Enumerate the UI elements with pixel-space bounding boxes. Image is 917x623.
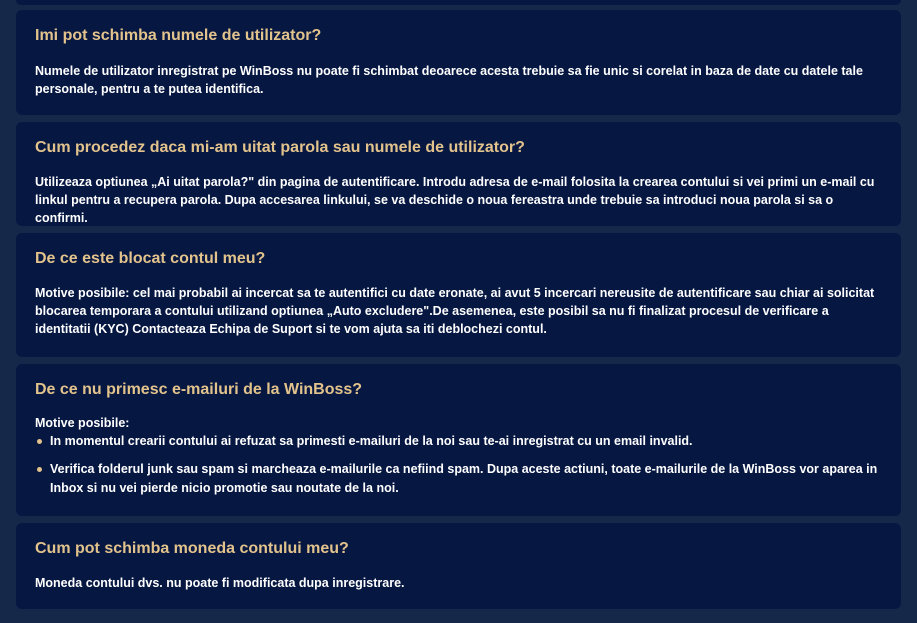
list-item-text: Verifica folderul junk sau spam si marcheaza e-mailurile ca nefiind spam. Dupa aceste actiuni, toate e-mailurile de la WinBoss vor aparea in Inbox si nu vei pierde nicio promotie sau noutate de la noi. xyxy=(50,462,878,495)
faq-item-forgot-password xyxy=(16,122,901,226)
faq-item-change-currency xyxy=(16,523,901,609)
bullet-icon xyxy=(37,439,42,444)
faq-item-username-change xyxy=(16,10,901,115)
faq-question[interactable]: Imi pot schimba numele de utilizator? xyxy=(35,27,322,44)
list-item xyxy=(35,432,883,451)
bullet-icon xyxy=(37,467,42,472)
faq-item-no-emails xyxy=(16,364,901,516)
faq-answer: Utilizeaza optiunea „Ai uitat parola?" din pagina de autentificare. Introdu adresa de e-mail folosita la crearea contului si vei primi un e-mail cu linkul pentru a recupera parola. Dupa accesarea linkului, se va deschide o noua fereastra unde trebuie sa introduci noua parola si sa o confirmi. xyxy=(35,175,875,225)
list-item xyxy=(35,460,883,498)
faq-answer-intro: Motive posibile: xyxy=(35,416,130,430)
faq-answer: Numele de utilizator inregistrat pe WinBoss nu poate fi schimbat deoarece acesta trebuie sa fie unic si corelat in baza de date cu datele tale personale, pentru a te putea identifica. xyxy=(35,64,863,96)
list-item-text: In momentul crearii contului ai refuzat sa primesti e-mailuri de la noi sau te-ai inregistrat cu un email invalid. xyxy=(50,434,693,448)
faq-question[interactable]: De ce este blocat contul meu? xyxy=(35,250,266,267)
previous-faq-card-edge xyxy=(16,0,901,5)
faq-answer: Motive posibile: cel mai probabil ai incercat sa te autentifici cu date eronate, ai avut 5 incercari nereusite de autentificare sau chiar ai solicitat blocarea temporara a contului utilizand optiunea „Auto excludere".De asemenea, este posibil sa nu fi finalizat procesul de verificare a identitatii (KYC) Contacteaza Echipa de Suport si te vom ajuta sa iti deblochezi contul. xyxy=(35,286,875,336)
faq-question[interactable]: Cum pot schimba moneda contului meu? xyxy=(35,540,349,557)
faq-item-account-blocked xyxy=(16,233,901,357)
faq-reasons-list xyxy=(35,432,883,507)
faq-answer: Moneda contului dvs. nu poate fi modificata dupa inregistrare. xyxy=(35,576,405,590)
faq-question[interactable]: Cum procedez daca mi-am uitat parola sau numele de utilizator? xyxy=(35,139,525,156)
faq-question[interactable]: De ce nu primesc e-mailuri de la WinBoss? xyxy=(35,381,363,398)
